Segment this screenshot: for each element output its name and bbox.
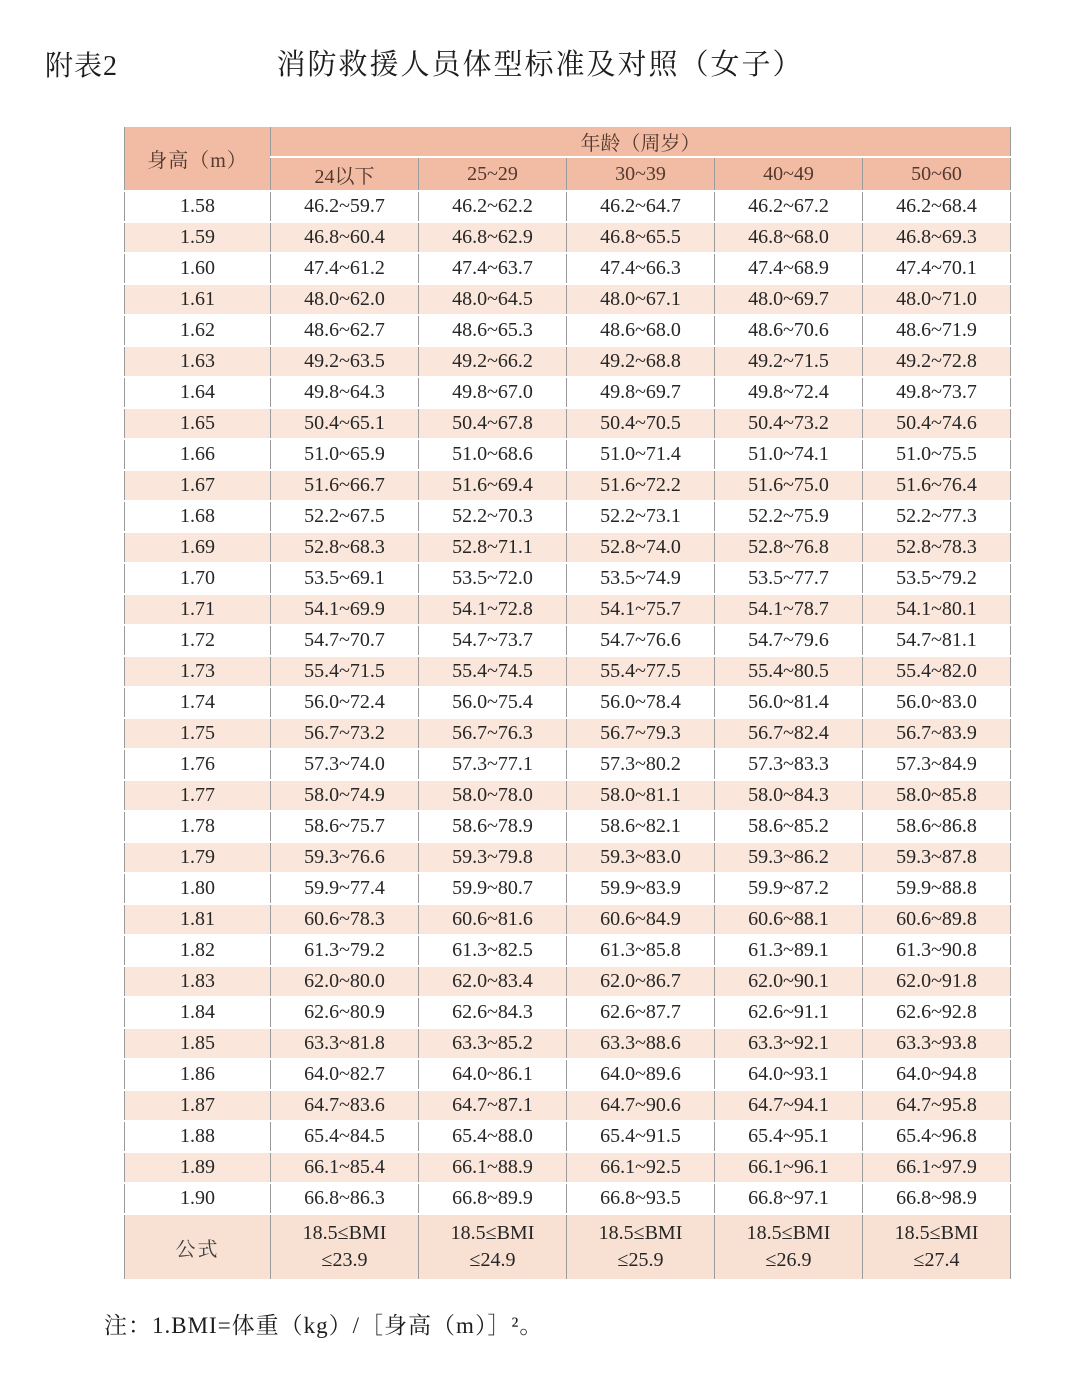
table-row [125, 253, 1011, 284]
age-group-header-cell: 50~60 [863, 157, 1011, 191]
weight-range-cell: 54.1~69.9 [271, 594, 419, 625]
weight-range-cell: 47.4~68.9 [715, 253, 863, 284]
weight-range-cell: 52.2~67.5 [271, 501, 419, 532]
weight-range-cell: 59.3~86.2 [715, 842, 863, 873]
weight-range-cell: 55.4~80.5 [715, 656, 863, 687]
weight-range-cell: 64.0~93.1 [715, 1059, 863, 1090]
height-cell: 1.70 [125, 563, 271, 594]
weight-range-cell: 56.7~82.4 [715, 718, 863, 749]
weight-range-cell: 64.7~83.6 [271, 1090, 419, 1121]
height-cell: 1.59 [125, 222, 271, 253]
weight-range-cell: 66.1~92.5 [567, 1152, 715, 1183]
height-cell: 1.81 [125, 904, 271, 935]
weight-range-cell: 52.8~76.8 [715, 532, 863, 563]
table-row [125, 501, 1011, 532]
weight-range-cell: 59.3~76.6 [271, 842, 419, 873]
weight-range-cell: 52.2~77.3 [863, 501, 1011, 532]
weight-range-cell: 61.3~85.8 [567, 935, 715, 966]
weight-range-cell: 54.1~72.8 [419, 594, 567, 625]
table-row [125, 222, 1011, 253]
height-cell: 1.77 [125, 780, 271, 811]
weight-range-cell: 66.1~96.1 [715, 1152, 863, 1183]
table-row [125, 1090, 1011, 1121]
weight-range-cell: 59.9~87.2 [715, 873, 863, 904]
table-row [125, 935, 1011, 966]
weight-range-cell: 64.0~94.8 [863, 1059, 1011, 1090]
weight-range-cell: 53.5~72.0 [419, 563, 567, 594]
table-row [125, 470, 1011, 501]
table-row [125, 687, 1011, 718]
table-row [125, 594, 1011, 625]
weight-range-cell: 66.8~93.5 [567, 1183, 715, 1214]
weight-range-cell: 48.0~69.7 [715, 284, 863, 315]
weight-range-cell: 51.0~68.6 [419, 439, 567, 470]
weight-range-cell: 48.6~68.0 [567, 315, 715, 346]
table-row [125, 749, 1011, 780]
height-cell: 1.82 [125, 935, 271, 966]
height-cell: 1.88 [125, 1121, 271, 1152]
table-row [125, 315, 1011, 346]
table-row [125, 656, 1011, 687]
age-group-header-cell: 30~39 [567, 157, 715, 191]
weight-range-cell: 53.5~77.7 [715, 563, 863, 594]
weight-range-cell: 62.6~92.8 [863, 997, 1011, 1028]
page-title: 消防救援人员体型标准及对照（女子） [276, 49, 804, 81]
weight-range-cell: 48.0~62.0 [271, 284, 419, 315]
weight-range-cell: 59.3~79.8 [419, 842, 567, 873]
weight-range-cell: 60.6~88.1 [715, 904, 863, 935]
weight-range-cell: 66.8~97.1 [715, 1183, 863, 1214]
weight-range-cell: 56.7~76.3 [419, 718, 567, 749]
height-cell: 1.85 [125, 1028, 271, 1059]
table-row [125, 811, 1011, 842]
height-cell: 1.60 [125, 253, 271, 284]
weight-range-cell: 49.2~63.5 [271, 346, 419, 377]
table-row [125, 1152, 1011, 1183]
weight-range-cell: 46.2~68.4 [863, 191, 1011, 222]
weight-range-cell: 47.4~70.1 [863, 253, 1011, 284]
weight-range-cell: 46.2~62.2 [419, 191, 567, 222]
footnote: 注：1.BMI=体重（kg）/［身高（m）］²。 [104, 1313, 544, 1338]
weight-range-cell: 48.0~64.5 [419, 284, 567, 315]
weight-range-cell: 65.4~95.1 [715, 1121, 863, 1152]
weight-range-cell: 56.0~81.4 [715, 687, 863, 718]
weight-range-cell: 60.6~84.9 [567, 904, 715, 935]
table-row [125, 780, 1011, 811]
weight-range-cell: 58.0~74.9 [271, 780, 419, 811]
height-cell: 1.86 [125, 1059, 271, 1090]
weight-range-cell: 52.8~71.1 [419, 532, 567, 563]
weight-range-cell: 66.1~88.9 [419, 1152, 567, 1183]
age-group-header-cell: 25~29 [419, 157, 567, 191]
bmi-formula-cell: 18.5≤BMI ≤27.4 [863, 1214, 1011, 1280]
weight-range-cell: 59.9~80.7 [419, 873, 567, 904]
weight-range-cell: 52.2~75.9 [715, 501, 863, 532]
weight-range-cell: 58.6~78.9 [419, 811, 567, 842]
weight-range-cell: 66.1~85.4 [271, 1152, 419, 1183]
weight-range-cell: 57.3~80.2 [567, 749, 715, 780]
weight-range-cell: 57.3~84.9 [863, 749, 1011, 780]
height-cell: 1.69 [125, 532, 271, 563]
weight-range-cell: 58.0~81.1 [567, 780, 715, 811]
weight-range-cell: 61.3~89.1 [715, 935, 863, 966]
weight-range-cell: 54.1~75.7 [567, 594, 715, 625]
weight-range-cell: 54.1~80.1 [863, 594, 1011, 625]
weight-range-cell: 64.7~87.1 [419, 1090, 567, 1121]
weight-range-cell: 52.2~70.3 [419, 501, 567, 532]
weight-range-cell: 62.0~83.4 [419, 966, 567, 997]
weight-range-cell: 54.1~78.7 [715, 594, 863, 625]
height-cell: 1.58 [125, 191, 271, 222]
weight-range-cell: 53.5~79.2 [863, 563, 1011, 594]
weight-range-cell: 54.7~73.7 [419, 625, 567, 656]
weight-range-cell: 52.8~74.0 [567, 532, 715, 563]
weight-range-cell: 66.1~97.9 [863, 1152, 1011, 1183]
table-row [125, 346, 1011, 377]
weight-range-cell: 66.8~89.9 [419, 1183, 567, 1214]
table-body [125, 191, 1011, 1280]
height-cell: 1.75 [125, 718, 271, 749]
weight-range-cell: 61.3~90.8 [863, 935, 1011, 966]
weight-range-cell: 56.7~83.9 [863, 718, 1011, 749]
weight-range-cell: 63.3~92.1 [715, 1028, 863, 1059]
weight-range-cell: 64.7~90.6 [567, 1090, 715, 1121]
weight-range-cell: 56.0~83.0 [863, 687, 1011, 718]
weight-range-cell: 64.0~86.1 [419, 1059, 567, 1090]
weight-range-cell: 50.4~67.8 [419, 408, 567, 439]
height-cell: 1.68 [125, 501, 271, 532]
height-cell: 1.62 [125, 315, 271, 346]
weight-range-cell: 60.6~81.6 [419, 904, 567, 935]
weight-range-cell: 51.6~66.7 [271, 470, 419, 501]
weight-range-cell: 58.6~86.8 [863, 811, 1011, 842]
age-group-header-cell: 24以下 [271, 157, 419, 191]
weight-range-cell: 54.7~76.6 [567, 625, 715, 656]
table-row [125, 625, 1011, 656]
weight-range-cell: 51.6~75.0 [715, 470, 863, 501]
weight-range-cell: 65.4~96.8 [863, 1121, 1011, 1152]
weight-range-cell: 46.2~67.2 [715, 191, 863, 222]
weight-range-cell: 49.2~72.8 [863, 346, 1011, 377]
body-standard-table [124, 125, 1011, 1281]
weight-range-cell: 60.6~89.8 [863, 904, 1011, 935]
height-cell: 1.90 [125, 1183, 271, 1214]
weight-range-cell: 58.6~82.1 [567, 811, 715, 842]
weight-range-cell: 49.8~64.3 [271, 377, 419, 408]
weight-range-cell: 47.4~61.2 [271, 253, 419, 284]
weight-range-cell: 46.8~65.5 [567, 222, 715, 253]
table-row [125, 966, 1011, 997]
weight-range-cell: 55.4~82.0 [863, 656, 1011, 687]
height-cell: 1.76 [125, 749, 271, 780]
weight-range-cell: 65.4~84.5 [271, 1121, 419, 1152]
table-row [125, 1059, 1011, 1090]
age-header-cell: 年龄（周岁） [271, 126, 1011, 157]
age-group-header-cell: 40~49 [715, 157, 863, 191]
weight-range-cell: 46.2~59.7 [271, 191, 419, 222]
table-row [125, 532, 1011, 563]
weight-range-cell: 62.6~87.7 [567, 997, 715, 1028]
table-row [125, 873, 1011, 904]
weight-range-cell: 62.6~91.1 [715, 997, 863, 1028]
bmi-formula-cell: 18.5≤BMI ≤26.9 [715, 1214, 863, 1280]
weight-range-cell: 48.6~62.7 [271, 315, 419, 346]
weight-range-cell: 46.8~68.0 [715, 222, 863, 253]
weight-range-cell: 58.6~75.7 [271, 811, 419, 842]
weight-range-cell: 62.0~91.8 [863, 966, 1011, 997]
weight-range-cell: 51.0~65.9 [271, 439, 419, 470]
height-cell: 1.78 [125, 811, 271, 842]
weight-range-cell: 56.0~72.4 [271, 687, 419, 718]
height-cell: 1.87 [125, 1090, 271, 1121]
formula-label-cell: 公式 [125, 1214, 271, 1280]
weight-range-cell: 64.0~82.7 [271, 1059, 419, 1090]
weight-range-cell: 50.4~73.2 [715, 408, 863, 439]
weight-range-cell: 46.8~69.3 [863, 222, 1011, 253]
weight-range-cell: 48.6~71.9 [863, 315, 1011, 346]
weight-range-cell: 58.0~84.3 [715, 780, 863, 811]
table-header [125, 126, 1011, 191]
document-header [0, 0, 1080, 125]
weight-range-cell: 50.4~70.5 [567, 408, 715, 439]
weight-range-cell: 59.9~88.8 [863, 873, 1011, 904]
weight-range-cell: 47.4~63.7 [419, 253, 567, 284]
weight-range-cell: 63.3~81.8 [271, 1028, 419, 1059]
table-row [125, 563, 1011, 594]
weight-range-cell: 55.4~71.5 [271, 656, 419, 687]
weight-range-cell: 49.2~71.5 [715, 346, 863, 377]
weight-range-cell: 59.9~77.4 [271, 873, 419, 904]
weight-range-cell: 49.2~66.2 [419, 346, 567, 377]
height-cell: 1.73 [125, 656, 271, 687]
weight-range-cell: 56.7~73.2 [271, 718, 419, 749]
weight-range-cell: 54.7~70.7 [271, 625, 419, 656]
table-row [125, 377, 1011, 408]
weight-range-cell: 51.6~72.2 [567, 470, 715, 501]
weight-range-cell: 66.8~86.3 [271, 1183, 419, 1214]
weight-range-cell: 59.3~83.0 [567, 842, 715, 873]
table-row [125, 439, 1011, 470]
weight-range-cell: 63.3~88.6 [567, 1028, 715, 1059]
weight-range-cell: 52.8~78.3 [863, 532, 1011, 563]
weight-range-cell: 59.9~83.9 [567, 873, 715, 904]
weight-range-cell: 48.0~71.0 [863, 284, 1011, 315]
height-header-cell: 身高（m） [125, 126, 271, 191]
weight-range-cell: 65.4~91.5 [567, 1121, 715, 1152]
weight-range-cell: 56.0~75.4 [419, 687, 567, 718]
weight-range-cell: 58.6~85.2 [715, 811, 863, 842]
height-cell: 1.64 [125, 377, 271, 408]
height-cell: 1.84 [125, 997, 271, 1028]
weight-range-cell: 64.7~95.8 [863, 1090, 1011, 1121]
weight-range-cell: 51.0~75.5 [863, 439, 1011, 470]
weight-range-cell: 54.7~81.1 [863, 625, 1011, 656]
weight-range-cell: 57.3~74.0 [271, 749, 419, 780]
height-cell: 1.72 [125, 625, 271, 656]
table-row [125, 284, 1011, 315]
height-cell: 1.65 [125, 408, 271, 439]
weight-range-cell: 48.6~70.6 [715, 315, 863, 346]
weight-range-cell: 55.4~74.5 [419, 656, 567, 687]
weight-range-cell: 58.0~85.8 [863, 780, 1011, 811]
table-row [125, 1183, 1011, 1214]
height-cell: 1.83 [125, 966, 271, 997]
table-row [125, 191, 1011, 222]
height-cell: 1.66 [125, 439, 271, 470]
weight-range-cell: 52.8~68.3 [271, 532, 419, 563]
weight-range-cell: 62.0~86.7 [567, 966, 715, 997]
weight-range-cell: 55.4~77.5 [567, 656, 715, 687]
height-cell: 1.74 [125, 687, 271, 718]
weight-range-cell: 56.7~79.3 [567, 718, 715, 749]
weight-range-cell: 49.8~69.7 [567, 377, 715, 408]
weight-range-cell: 59.3~87.8 [863, 842, 1011, 873]
weight-range-cell: 46.8~60.4 [271, 222, 419, 253]
weight-range-cell: 50.4~74.6 [863, 408, 1011, 439]
weight-range-cell: 47.4~66.3 [567, 253, 715, 284]
weight-range-cell: 49.8~67.0 [419, 377, 567, 408]
height-cell: 1.63 [125, 346, 271, 377]
weight-range-cell: 61.3~79.2 [271, 935, 419, 966]
weight-range-cell: 51.0~74.1 [715, 439, 863, 470]
weight-range-cell: 50.4~65.1 [271, 408, 419, 439]
bmi-formula-cell: 18.5≤BMI ≤24.9 [419, 1214, 567, 1280]
table-label: 附表2 [45, 51, 119, 82]
weight-range-cell: 60.6~78.3 [271, 904, 419, 935]
height-cell: 1.79 [125, 842, 271, 873]
weight-range-cell: 53.5~69.1 [271, 563, 419, 594]
weight-range-cell: 51.6~76.4 [863, 470, 1011, 501]
table-row [125, 842, 1011, 873]
height-cell: 1.67 [125, 470, 271, 501]
weight-range-cell: 62.0~90.1 [715, 966, 863, 997]
weight-range-cell: 63.3~85.2 [419, 1028, 567, 1059]
weight-range-cell: 48.6~65.3 [419, 315, 567, 346]
weight-range-cell: 53.5~74.9 [567, 563, 715, 594]
bmi-formula-cell: 18.5≤BMI ≤23.9 [271, 1214, 419, 1280]
table-row [125, 718, 1011, 749]
weight-range-cell: 49.8~73.7 [863, 377, 1011, 408]
height-cell: 1.71 [125, 594, 271, 625]
table-row [125, 1028, 1011, 1059]
weight-range-cell: 64.0~89.6 [567, 1059, 715, 1090]
weight-range-cell: 54.7~79.6 [715, 625, 863, 656]
weight-range-cell: 62.6~84.3 [419, 997, 567, 1028]
weight-range-cell: 57.3~83.3 [715, 749, 863, 780]
weight-range-cell: 46.8~62.9 [419, 222, 567, 253]
weight-range-cell: 65.4~88.0 [419, 1121, 567, 1152]
weight-range-cell: 51.6~69.4 [419, 470, 567, 501]
formula-row [125, 1214, 1011, 1280]
weight-range-cell: 63.3~93.8 [863, 1028, 1011, 1059]
weight-range-cell: 58.0~78.0 [419, 780, 567, 811]
weight-range-cell: 62.0~80.0 [271, 966, 419, 997]
weight-range-cell: 64.7~94.1 [715, 1090, 863, 1121]
weight-range-cell: 61.3~82.5 [419, 935, 567, 966]
weight-range-cell: 46.2~64.7 [567, 191, 715, 222]
weight-range-cell: 66.8~98.9 [863, 1183, 1011, 1214]
weight-range-cell: 52.2~73.1 [567, 501, 715, 532]
weight-range-cell: 62.6~80.9 [271, 997, 419, 1028]
weight-range-cell: 49.8~72.4 [715, 377, 863, 408]
weight-range-cell: 57.3~77.1 [419, 749, 567, 780]
height-cell: 1.80 [125, 873, 271, 904]
height-cell: 1.89 [125, 1152, 271, 1183]
table-row [125, 1121, 1011, 1152]
table-row [125, 408, 1011, 439]
table-row [125, 997, 1011, 1028]
height-cell: 1.61 [125, 284, 271, 315]
weight-range-cell: 51.0~71.4 [567, 439, 715, 470]
weight-range-cell: 56.0~78.4 [567, 687, 715, 718]
bmi-formula-cell: 18.5≤BMI ≤25.9 [567, 1214, 715, 1280]
weight-range-cell: 48.0~67.1 [567, 284, 715, 315]
weight-range-cell: 49.2~68.8 [567, 346, 715, 377]
table-row [125, 904, 1011, 935]
